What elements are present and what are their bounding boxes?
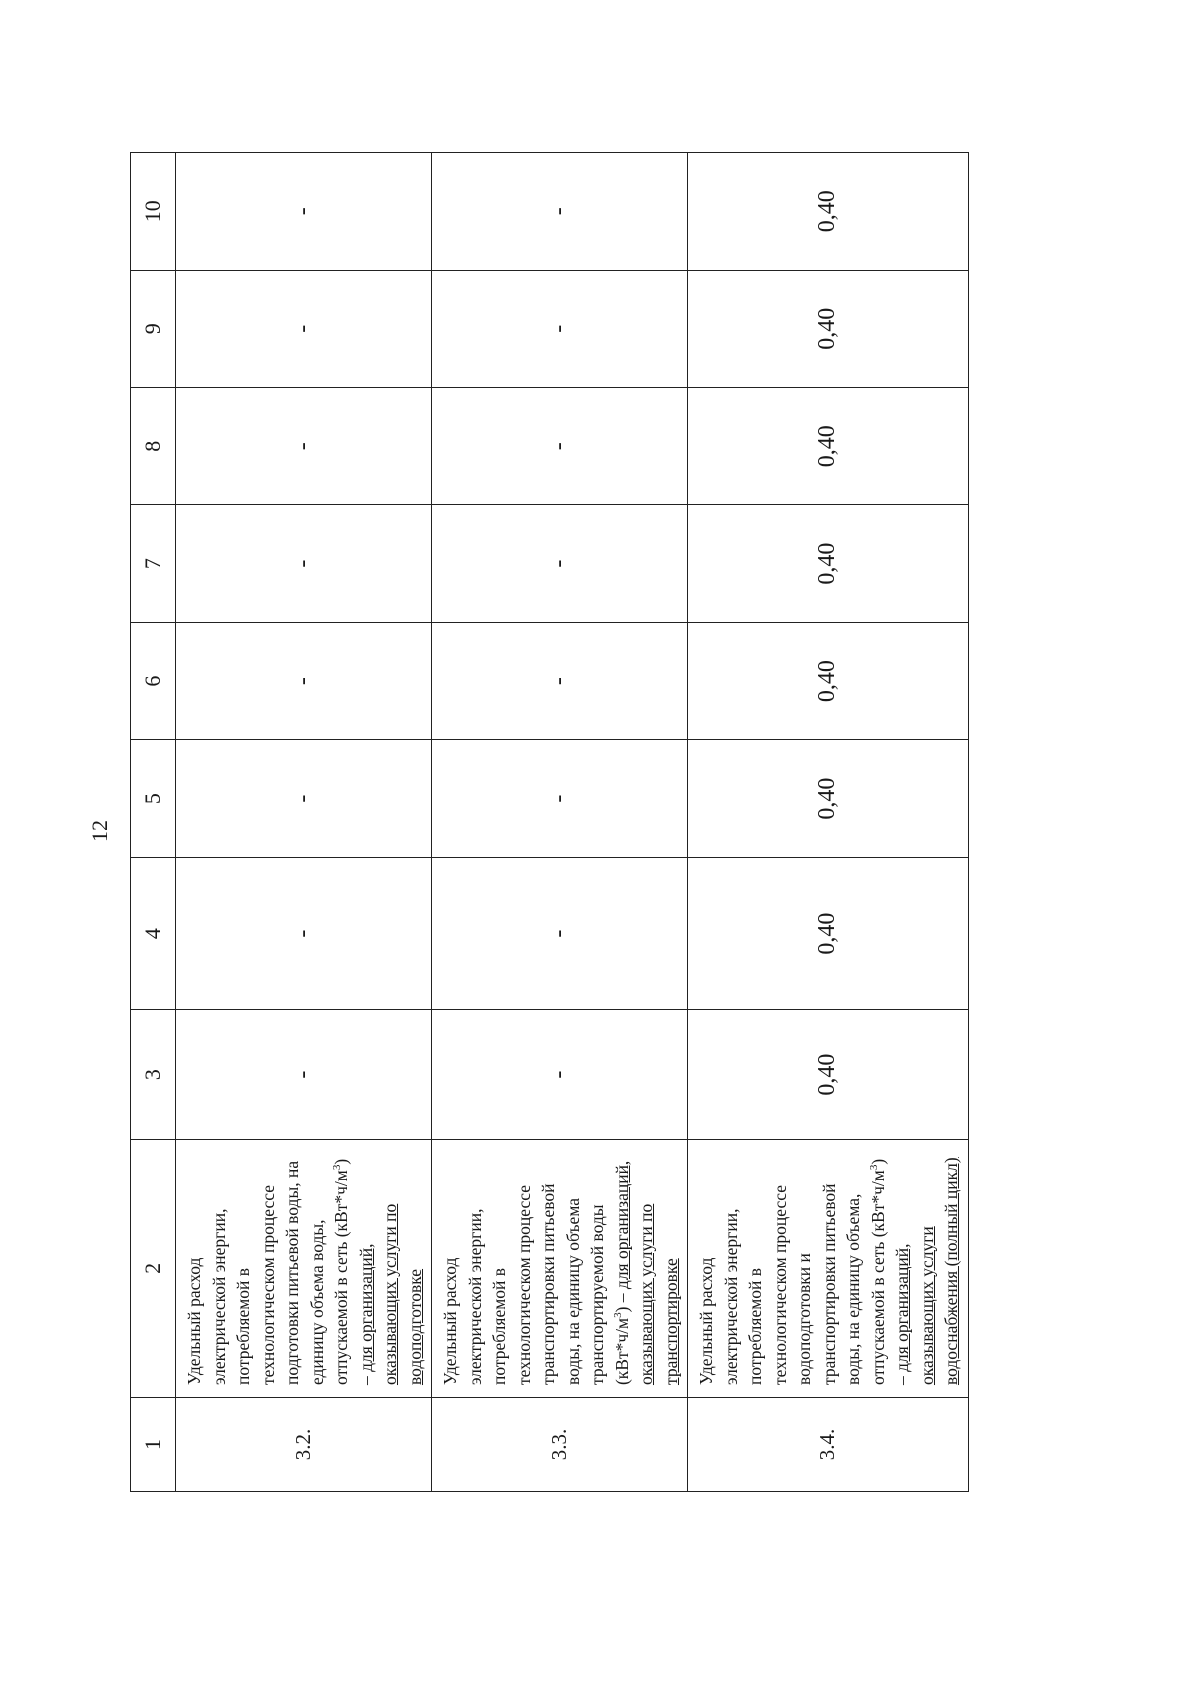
value-cell: -: [432, 857, 688, 1010]
row-description: [688, 1139, 969, 1397]
value-cell: -: [176, 857, 432, 1010]
superscript: 3: [331, 1164, 344, 1171]
row-description: [432, 1139, 688, 1397]
value-cell: 0,40: [688, 622, 969, 739]
value-cell: -: [176, 622, 432, 739]
header-col-9: 9: [131, 270, 176, 387]
page-number: 12: [87, 820, 112, 842]
header-col-4: 4: [131, 857, 176, 1010]
description-text: Удельный расход электрической энергии, потребляемой в технологическом процессе водоподготовки и транспортировки питьевой воды, на единицу объема, отпускаемой в сеть (кВт*ч/м: [696, 1170, 888, 1386]
header-col-10: 10: [131, 153, 176, 271]
value-cell: 0,40: [688, 1010, 969, 1139]
superscript: 3: [867, 1164, 880, 1171]
row-number: 3.3.: [432, 1398, 688, 1492]
value-cell: 0,40: [688, 740, 969, 857]
header-col-3: 3: [131, 1010, 176, 1139]
description-text: ) –: [331, 1158, 376, 1386]
description-text: ) –: [611, 1289, 632, 1313]
value-cell: -: [176, 387, 432, 504]
header-col-6: 6: [131, 622, 176, 739]
value-cell: -: [432, 622, 688, 739]
value-cell: -: [432, 505, 688, 622]
description-underlined: для организаций, оказывающих услуги по транспортировке: [611, 1160, 681, 1386]
table-row: [432, 153, 688, 1492]
table-row: [688, 153, 969, 1492]
header-col-7: 7: [131, 505, 176, 622]
table-row: [176, 153, 432, 1492]
value-cell: -: [432, 153, 688, 271]
header-col-1: 1: [131, 1398, 176, 1492]
description-text: Удельный расход электрической энергии, потребляемой в технологическом процессе транспортировки питьевой воды, на единицу объема транспортируемой воды (кВт*ч/м: [440, 1183, 632, 1386]
description-underlined: для организаций, оказывающих услуги водоснабжения (полный цикл): [892, 1157, 961, 1386]
description-text: ) –: [867, 1158, 912, 1386]
value-cell: 0,40: [688, 270, 969, 387]
header-col-5: 5: [131, 740, 176, 857]
value-cell: -: [176, 270, 432, 387]
value-cell: -: [176, 153, 432, 271]
value-cell: -: [432, 270, 688, 387]
header-row: [131, 153, 176, 1492]
description-underlined: для организаций, оказывающих услуги по водоподготовке: [355, 1203, 425, 1386]
value-cell: -: [432, 1010, 688, 1139]
superscript: 3: [611, 1312, 624, 1318]
indicators-table: [130, 152, 969, 1492]
row-number: 3.2.: [176, 1398, 432, 1492]
value-cell: -: [176, 1010, 432, 1139]
row-number: 3.4.: [688, 1398, 969, 1492]
value-cell: 0,40: [688, 857, 969, 1010]
value-cell: 0,40: [688, 387, 969, 504]
value-cell: -: [432, 740, 688, 857]
value-cell: -: [432, 387, 688, 504]
header-col-8: 8: [131, 387, 176, 504]
rotated-table-wrapper: [130, 152, 961, 1492]
row-description: [176, 1139, 432, 1397]
value-cell: 0,40: [688, 153, 969, 271]
description-text: Удельный расход электрической энергии, потребляемой в технологическом процессе подготовки питьевой воды, на единицу объема воды, отпускаемой в сеть (кВт*ч/м: [184, 1160, 351, 1386]
value-cell: -: [176, 505, 432, 622]
header-col-2: 2: [131, 1139, 176, 1397]
value-cell: 0,40: [688, 505, 969, 622]
value-cell: -: [176, 740, 432, 857]
